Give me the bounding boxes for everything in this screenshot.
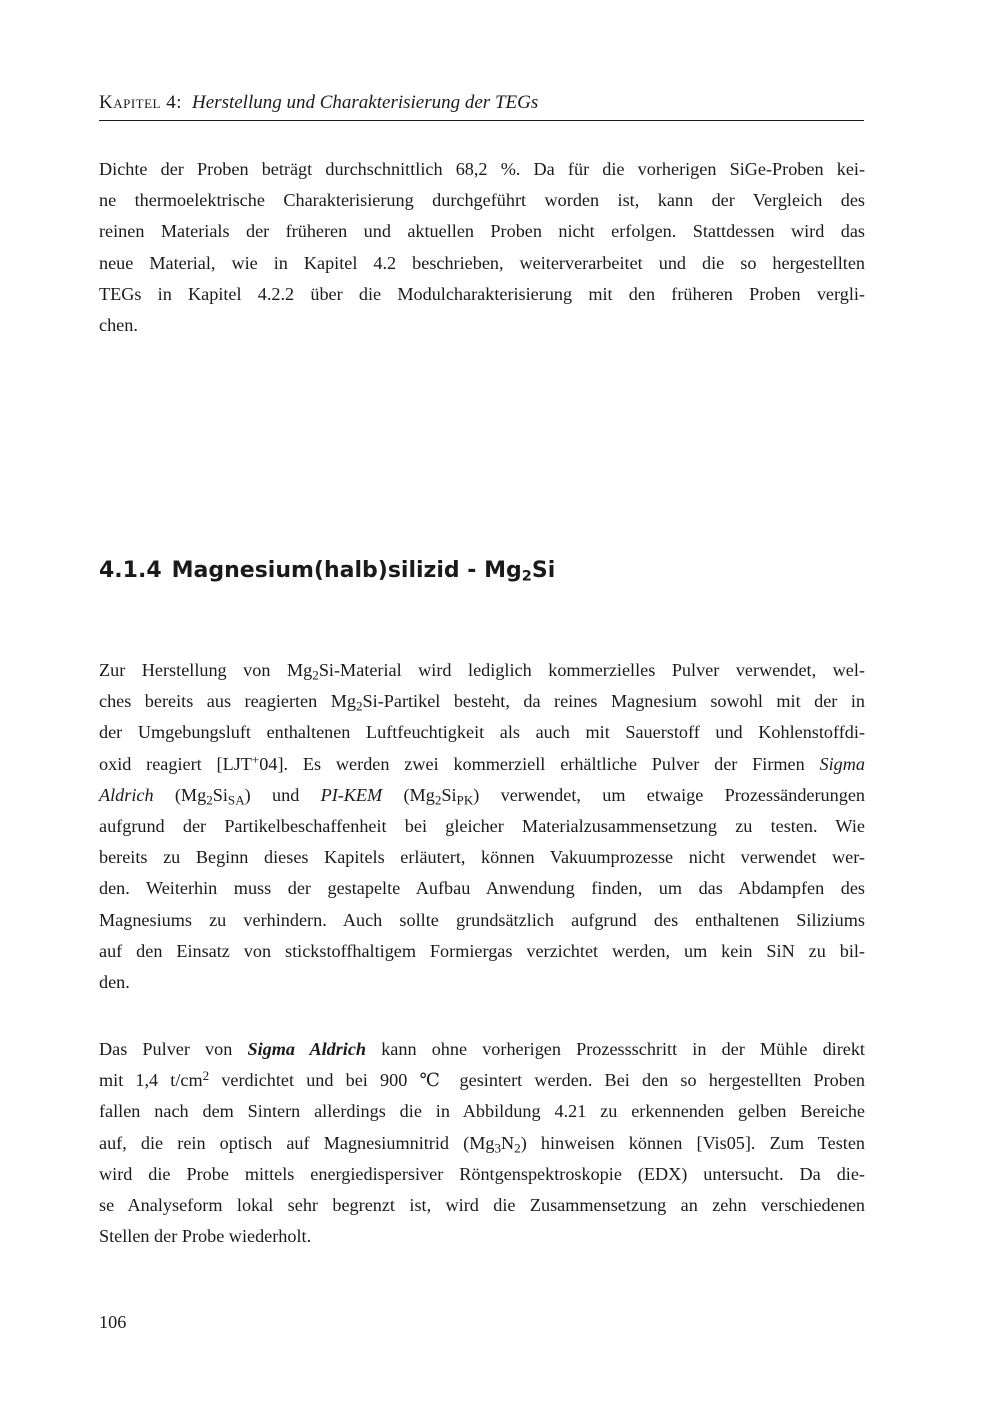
section-heading: 4.1.4 Magnesium(halb)silizid - $Mg_2Si$	[99, 558, 556, 585]
text-line: TEGs in Kapitel 4.2.2 über die Modulcharakterisierung mit den früheren Proben vergli-	[99, 283, 865, 304]
text-line: neue Material, wie in Kapitel 4.2 beschrieben, weiterverarbeitet und die so hergestellten	[99, 252, 865, 273]
text-line: Zur Herstellung von $Mg_2Si$-Material wird lediglich kommerzielles Pulver verwendet, wel-	[99, 660, 865, 683]
text-line: wird die Probe mittels energiedispersiver Röntgenspektroskopie (EDX) untersucht. Da die-	[99, 1163, 865, 1184]
text-line: Magnesiums zu verhindern. Auch sollte grundsätzlich aufgrund des enthaltenen Siliziums	[99, 909, 865, 930]
text-line: Stellen der Probe wiederholt.	[99, 1226, 312, 1247]
text-line: oxid reagiert [LJT+04]. Es werden zwei kommerziell erhältliche Pulver der Firmen Sigma	[99, 751, 865, 774]
paragraph-3	[99, 1034, 865, 1252]
text-line: auf, die rein optisch auf Magnesiumnitrid $(Mg_3N_2)$ hinweisen können [Vis05]. Zum Testen	[99, 1132, 865, 1156]
text-line: ne thermoelektrische Charakterisierung durchgeführt worden ist, kann der Vergleich des	[99, 190, 865, 211]
text-line: Das Pulver von Sigma Aldrich kann ohne vorherigen Prozessschritt in der Mühle direkt	[99, 1039, 865, 1059]
text-line: Aldrich $(Mg_2Si_{SA})$ und PI-KEM $(Mg_2Si_{PK})$ verwendet, um etwaige Prozessänderungen	[99, 784, 866, 808]
text-line: chen.	[99, 315, 138, 336]
text-line: den. Weiterhin muss der gestapelte Aufbau Anwendung finden, um das Abdampfen des	[99, 878, 865, 899]
section-title: Magnesium(halb)silizid - Mg	[171, 558, 522, 583]
paragraph-2	[99, 655, 865, 998]
text-line: aufgrund der Partikelbeschaffenheit bei gleicher Materialzusammensetzung zu testen. Wie	[99, 816, 865, 837]
running-header	[99, 92, 864, 121]
header-chapter: Kapitel 4:	[99, 92, 183, 113]
text-line: se Analyseform lokal sehr begrenzt ist, wird die Zusammensetzung an zehn verschiedenen	[99, 1195, 865, 1216]
text-line: mit 1,4 $t/cm^2$ verdichtet und bei 900 ℃ gesintert werden. Bei den so hergestellten Proben	[99, 1068, 865, 1091]
section-number: 4.1.4	[99, 558, 162, 583]
text-line: ches bereits aus reagierten $Mg_2Si$-Partikel besteht, da reines Magnesium sowohl mit der in	[99, 691, 865, 714]
paragraph-1	[99, 154, 865, 341]
header-title: Herstellung und Charakterisierung der TEGs	[192, 92, 539, 113]
text-line: fallen nach dem Sintern allerdings die in Abbildung 4.21 zu erkennenden gelben Bereiche	[99, 1101, 865, 1122]
text-line: der Umgebungsluft enthaltenen Luftfeuchtigkeit als auch mit Sauerstoff und Kohlenstoffdi-	[99, 722, 865, 743]
text-line: den.	[99, 972, 130, 993]
text-line: auf den Einsatz von stickstoffhaltigem Formiergas verzichtet werden, um kein SiN zu bil-	[99, 940, 865, 961]
text-line: bereits zu Beginn dieses Kapitels erläutert, können Vakuumprozesse nicht verwendet wer-	[99, 847, 865, 868]
text-line: reinen Materials der früheren und aktuellen Proben nicht erfolgen. Stattdessen wird das	[99, 221, 865, 242]
page-number: 106	[99, 1312, 127, 1332]
text-line: Dichte der Proben beträgt durchschnittlich 68,2 %. Da für die vorherigen SiGe-Proben kei-	[99, 159, 865, 179]
